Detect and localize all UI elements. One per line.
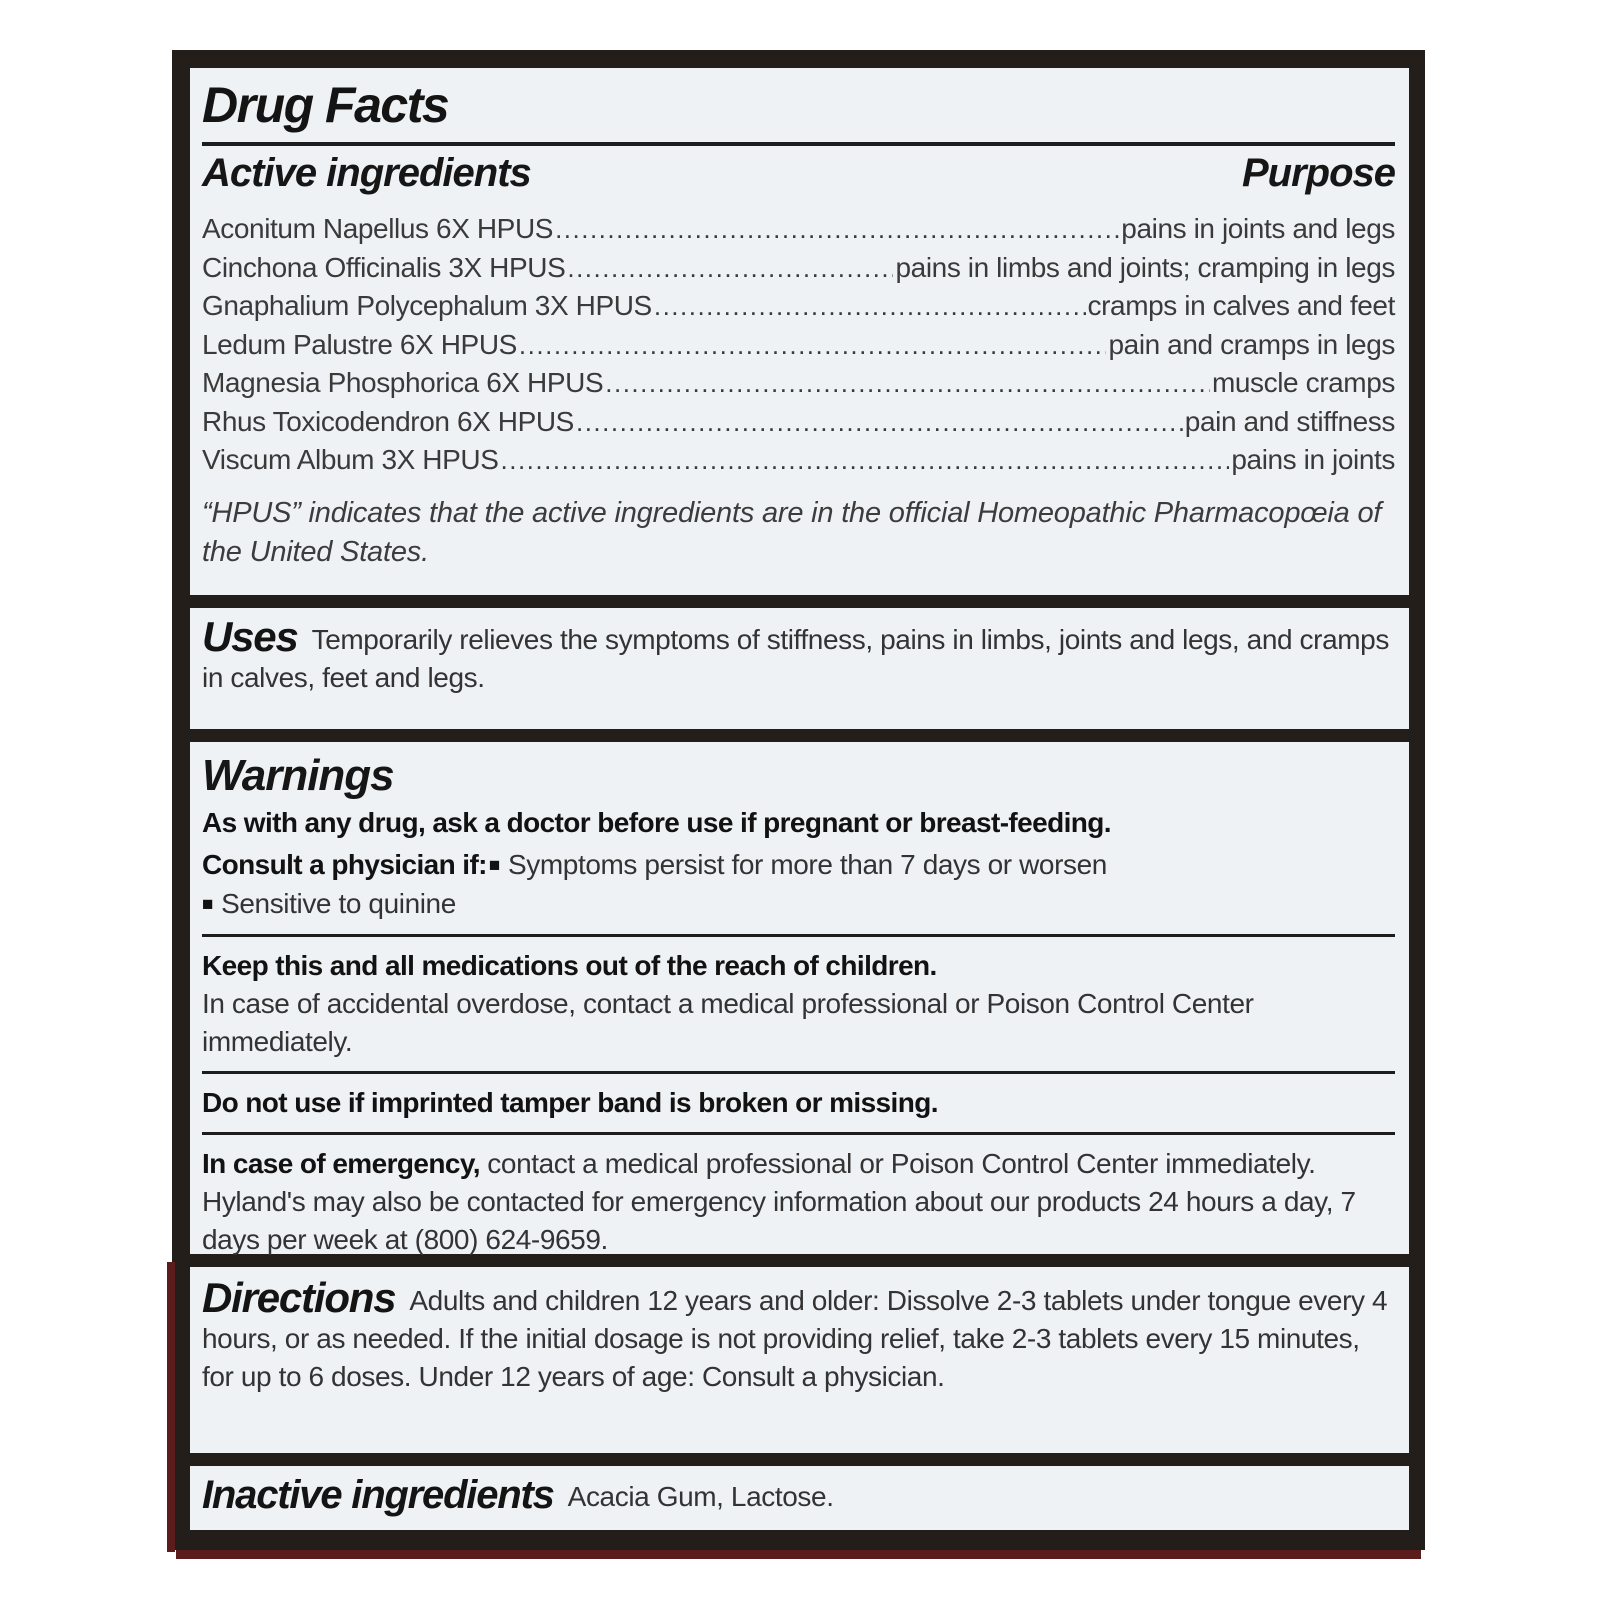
directions-heading: Directions	[202, 1274, 396, 1321]
ingredient-name: Rhus Toxicodendron 6X HPUS	[202, 405, 574, 437]
dot-leader	[567, 249, 893, 288]
warnings-divider-rule	[202, 1132, 1395, 1135]
warnings-divider-rule	[202, 934, 1395, 937]
keep-away-warning: Keep this and all medications out of the reach of children.	[202, 950, 937, 981]
consult-physician-line	[202, 846, 1395, 885]
square-bullet-icon: ■	[202, 894, 214, 915]
page-title: Drug Facts	[202, 77, 449, 133]
emergency-label: In case of emergency,	[202, 1148, 480, 1179]
emergency-text: contact a medical professional or Poison Control Center immediately. Hyland's may also be contacted for emergency information about our products 24 hours a day, 7 days per week at (800) 624-9659.	[202, 1148, 1356, 1255]
consult-physician-label: Consult a physician if:	[202, 849, 487, 880]
inactive-ingredients-heading: Inactive ingredients	[202, 1473, 554, 1517]
dot-leader	[576, 403, 1183, 442]
active-ingredients-header: Active ingredients	[202, 151, 531, 195]
emergency-paragraph	[202, 1145, 1395, 1259]
overdose-text: In case of accidental overdose, contact a medical professional or Poison Control Center immediately.	[202, 988, 1254, 1057]
dot-leader	[654, 287, 1086, 326]
ingredient-row	[202, 287, 1395, 326]
ingredient-purpose: pains in joints	[1231, 444, 1395, 475]
ingredient-name: Gnaphalium Polycephalum 3X HPUS	[202, 290, 652, 321]
dot-leader	[605, 364, 1210, 403]
consult-bullet-line-2	[202, 885, 1395, 924]
ingredient-row	[202, 403, 1395, 442]
section-directions	[190, 1267, 1409, 1453]
directions-paragraph	[202, 1274, 1395, 1396]
warnings-divider-rule	[202, 1071, 1395, 1074]
warnings-heading: Warnings	[202, 751, 394, 800]
square-bullet-icon: ■	[488, 855, 500, 876]
consult-bullet-2: Sensitive to quinine	[221, 888, 456, 919]
section-active-ingredients	[190, 68, 1409, 595]
ingredient-name: Ledum Palustre 6X HPUS	[202, 328, 517, 360]
pregnancy-warning: As with any drug, ask a doctor before use if pregnant or breast-feeding.	[202, 807, 1111, 838]
ingredient-purpose: cramps in calves and feet	[1087, 290, 1395, 321]
package-red-trim-bottom	[176, 1550, 1421, 1559]
ingredient-name: Cinchona Officinalis 3X HPUS	[202, 251, 566, 283]
uses-heading: Uses	[202, 613, 298, 660]
ingredient-purpose: pains in joints and legs	[1121, 213, 1395, 244]
section-uses	[190, 608, 1409, 729]
ingredient-name: Magnesia Phosphorica 6X HPUS	[202, 367, 604, 398]
title-rule	[202, 142, 1395, 146]
ingredient-purpose: pains in limbs and joints; cramping in legs	[895, 251, 1395, 283]
hpus-note: “HPUS” indicates that the active ingredients are in the official Homeopathic Pharmacopœia of the United States.	[202, 496, 1382, 568]
section-warnings	[190, 742, 1409, 1254]
uses-paragraph	[202, 613, 1395, 697]
package-red-trim-left	[167, 1262, 175, 1552]
ingredient-list	[202, 210, 1395, 480]
tamper-band-warning: Do not use if imprinted tamper band is broken or missing.	[202, 1087, 938, 1118]
consult-bullet-1: Symptoms persist for more than 7 days or worsen	[507, 849, 1107, 880]
dot-leader	[501, 441, 1230, 480]
ingredient-row	[202, 364, 1395, 403]
dot-leader	[519, 326, 1107, 365]
section-inactive-ingredients	[190, 1466, 1409, 1530]
ingredient-name: Viscum Album 3X HPUS	[202, 444, 499, 475]
active-ingredients-header-row	[202, 148, 1395, 198]
inactive-ingredients-text: Acacia Gum, Lactose.	[567, 1481, 834, 1512]
inactive-paragraph	[202, 1473, 834, 1517]
directions-text: Adults and children 12 years and older: Dissolve 2-3 tablets under tongue every 4 hours, or as needed. If the initial dosage is not providing relief, take 2-3 tablets every 15 minutes, for up to 6 doses. Under 12 years of age: Consult a physician.	[202, 1285, 1388, 1392]
ingredient-name: Aconitum Napellus 6X HPUS	[202, 213, 554, 244]
ingredient-row	[202, 326, 1395, 365]
ingredient-row	[202, 441, 1395, 480]
ingredient-row	[202, 210, 1395, 249]
ingredient-purpose: pain and stiffness	[1184, 405, 1395, 437]
ingredient-row	[202, 249, 1395, 288]
ingredient-purpose: pain and cramps in legs	[1108, 328, 1395, 360]
ingredient-purpose: muscle cramps	[1211, 367, 1395, 398]
purpose-header: Purpose	[1241, 151, 1395, 195]
dot-leader	[555, 210, 1119, 249]
uses-text: Temporarily relieves the symptoms of stiffness, pains in limbs, joints and legs, and cramps in calves, feet and legs.	[202, 624, 1389, 693]
drug-facts-label	[172, 50, 1425, 1550]
